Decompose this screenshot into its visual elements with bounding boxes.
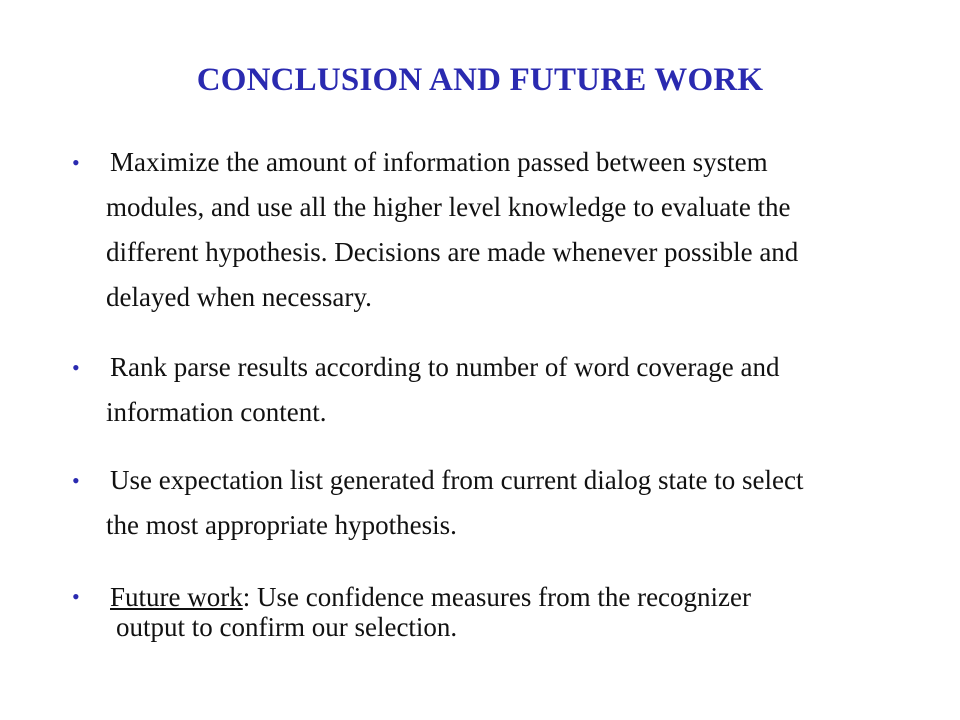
bullet-dot-icon: • — [72, 150, 80, 175]
bullet-rank-parse-results — [72, 345, 952, 435]
bullet-line — [72, 140, 952, 185]
bullet-text: output to confirm our selection. — [116, 612, 458, 642]
bullet-dot-icon: • — [72, 468, 80, 493]
bullet-line — [72, 230, 952, 275]
bullet-text: information content. — [106, 397, 327, 427]
bullet-maximize-information — [72, 140, 952, 320]
bullet-text: different hypothesis. Decisions are made whenever possible and — [106, 237, 799, 267]
bullet-line — [72, 275, 952, 320]
bullet-line — [72, 503, 952, 548]
bullet-dot-icon: • — [72, 355, 80, 380]
bullet-line — [72, 612, 952, 642]
bullet-line — [72, 458, 952, 503]
bullet-text: delayed when necessary. — [106, 282, 372, 312]
bullet-dot-icon: • — [72, 584, 80, 609]
slide-title: CONCLUSION AND FUTURE WORK — [196, 62, 764, 98]
bullet-text: Rank parse results according to number of word coverage and — [110, 352, 780, 382]
bullet-text: : Use confidence measures from the recognizer — [242, 582, 752, 612]
bullet-line — [72, 582, 952, 612]
bullet-text: Maximize the amount of information passed between system — [110, 147, 768, 177]
bullet-future-work — [72, 582, 952, 642]
bullet-line — [72, 345, 952, 390]
bullet-text: modules, and use all the higher level knowledge to evaluate the — [106, 192, 791, 222]
bullet-text: Use expectation list generated from current dialog state to select — [110, 465, 804, 495]
future-work-label: Future work — [110, 582, 243, 612]
bullet-expectation-list — [72, 458, 952, 548]
bullet-line — [72, 185, 952, 230]
bullet-text: the most appropriate hypothesis. — [106, 510, 457, 540]
bullet-line — [72, 390, 952, 435]
